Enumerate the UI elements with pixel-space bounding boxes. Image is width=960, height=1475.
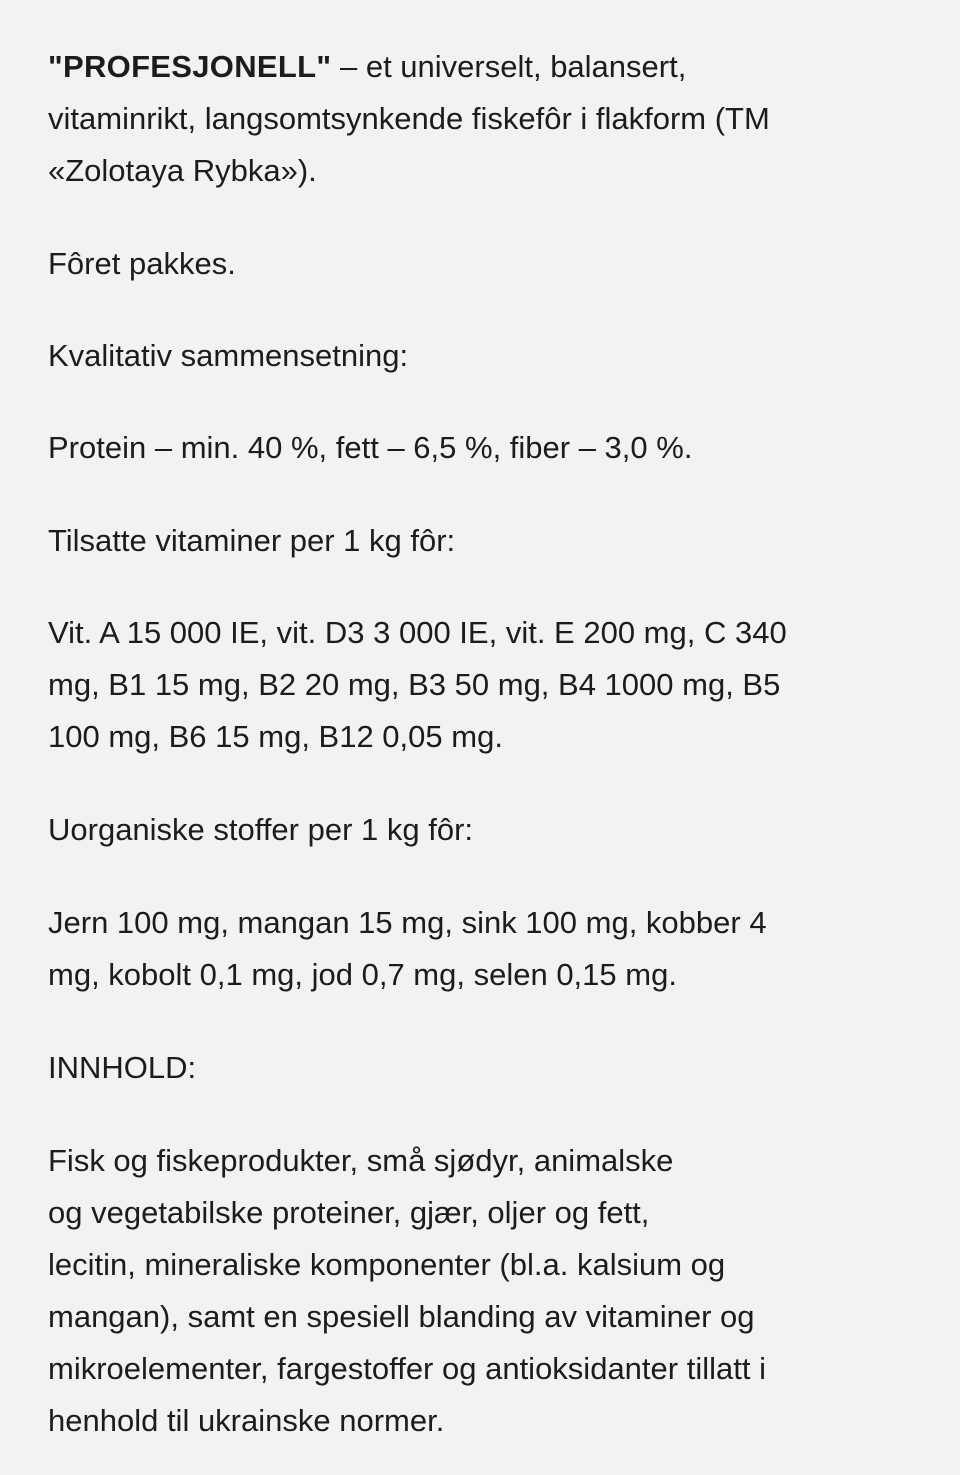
vitamins-line-2: mg, B1 15 mg, B2 20 mg, B3 50 mg, B4 1000 mg, B5 — [48, 667, 781, 702]
packed-text: Fôret pakkes. — [48, 246, 236, 281]
vitamins-heading-text: Tilsatte vitaminer per 1 kg fôr: — [48, 523, 456, 558]
packed-paragraph — [48, 238, 920, 290]
vitamins-heading — [48, 515, 920, 567]
composition-values — [48, 422, 920, 474]
vitamins-line-1: Vit. A 15 000 IE, vit. D3 3 000 IE, vit. E 200 mg, C 340 — [48, 615, 787, 650]
minerals-paragraph — [48, 897, 920, 1001]
minerals-line-2: mg, kobolt 0,1 mg, jod 0,7 mg, selen 0,15 mg. — [48, 957, 677, 992]
contents-line-6: henhold til ukrainske normer. — [48, 1403, 445, 1438]
minerals-line-1: Jern 100 mg, mangan 15 mg, sink 100 mg, kobber 4 — [48, 905, 767, 940]
contents-paragraph — [48, 1135, 920, 1447]
contents-line-2: og vegetabilske proteiner, gjær, oljer og fett, — [48, 1195, 650, 1230]
minerals-heading-text: Uorganiske stoffer per 1 kg fôr: — [48, 812, 474, 847]
composition-heading-text: Kvalitativ sammensetning: — [48, 338, 409, 373]
contents-line-5: mikroelementer, fargestoffer og antioksidanter tillatt i — [48, 1351, 766, 1386]
composition-heading — [48, 330, 920, 382]
contents-heading-text: INNHOLD: — [48, 1050, 197, 1085]
intro-line-2: vitaminrikt, langsomtsynkende fiskefôr i flakform (TM — [48, 101, 770, 136]
contents-line-1: Fisk og fiskeprodukter, små sjødyr, animalske — [48, 1143, 674, 1178]
brand-name: "PROFESJONELL" — [48, 49, 332, 84]
intro-line-3: «Zolotaya Rybka»). — [48, 153, 317, 188]
composition-values-text: Protein – min. 40 %, fett – 6,5 %, fiber – 3,0 %. — [48, 430, 693, 465]
minerals-heading — [48, 804, 920, 856]
contents-line-4: mangan), samt en spesiell blanding av vitaminer og — [48, 1299, 755, 1334]
vitamins-line-3: 100 mg, B6 15 mg, B12 0,05 mg. — [48, 719, 503, 754]
intro-paragraph — [48, 41, 920, 197]
contents-heading — [48, 1042, 920, 1094]
contents-line-3: lecitin, mineraliske komponenter (bl.a. kalsium og — [48, 1247, 726, 1282]
intro-line-1-rest: – et universelt, balansert, — [331, 49, 687, 84]
vitamins-paragraph — [48, 607, 920, 763]
intro-line-1 — [48, 41, 920, 93]
